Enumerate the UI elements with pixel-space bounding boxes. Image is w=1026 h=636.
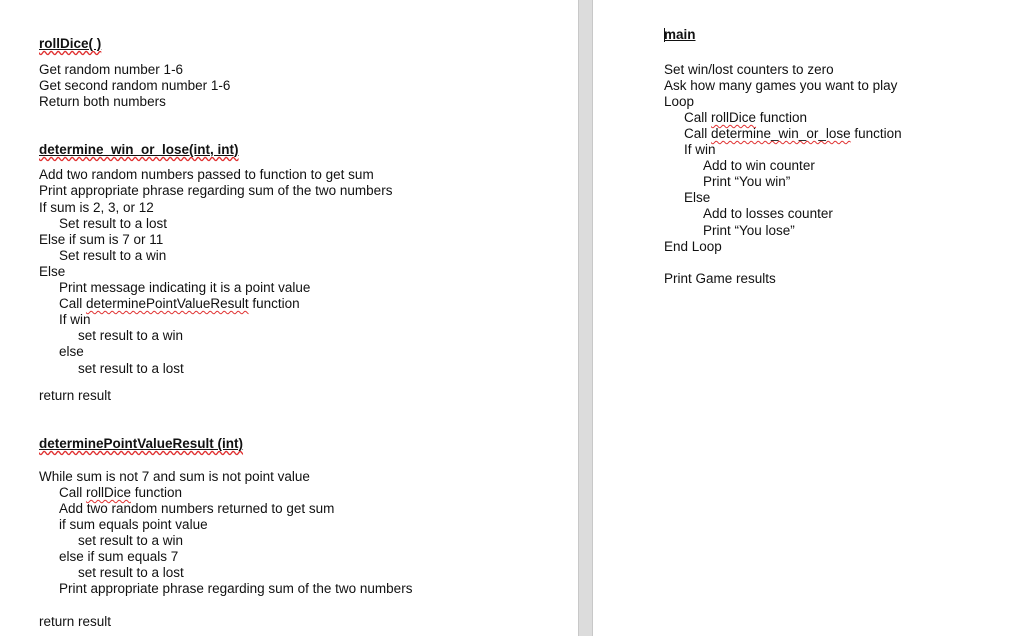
text-line: End Loop xyxy=(664,239,722,254)
text-fragment: function xyxy=(756,110,808,125)
text-fragment: Call xyxy=(59,296,87,311)
text-line: Add two random numbers passed to function to get sum xyxy=(39,167,374,182)
text-line: Return both numbers xyxy=(39,94,166,109)
text-line: set result to a lost xyxy=(78,361,184,376)
text-line xyxy=(59,485,182,501)
text-fragment: Call xyxy=(684,110,712,125)
text-line: If win xyxy=(684,142,716,157)
text-line: If sum is 2, 3, or 12 xyxy=(39,200,154,215)
text-line: Add two random numbers returned to get sum xyxy=(59,501,335,516)
text-line: Print “You lose” xyxy=(703,223,795,238)
text-line: set result to a win xyxy=(78,328,184,343)
text-line: set result to a win xyxy=(78,533,184,548)
text-fragment-misspelled: determinePointValueResult xyxy=(86,296,249,311)
text-line: Set result to a lost xyxy=(59,216,168,231)
text-line: While sum is not 7 and sum is not point value xyxy=(39,469,310,484)
text-line: If win xyxy=(59,312,91,327)
text-line: Print “You win” xyxy=(703,174,791,189)
text-line: Print appropriate phrase regarding sum of the two numbers xyxy=(59,581,413,596)
text-fragment: Call xyxy=(684,126,712,141)
text-line: else xyxy=(59,344,84,359)
heading-rolldice xyxy=(39,36,101,52)
document-page-right xyxy=(593,0,1026,636)
heading-determine-win-or-lose xyxy=(39,142,239,158)
heading-pointvalue-text: determinePointValueResult (int) xyxy=(39,436,244,451)
page-gutter xyxy=(578,0,593,636)
text-line: return result xyxy=(39,388,112,403)
text-line xyxy=(684,126,902,142)
text-line: Else if sum is 7 or 11 xyxy=(39,232,164,247)
text-line xyxy=(59,296,300,312)
text-fragment: function xyxy=(248,296,300,311)
heading-rolldice-text: rollDice( ) xyxy=(39,36,102,51)
text-line: if sum equals point value xyxy=(59,517,208,532)
text-fragment: function xyxy=(850,126,902,141)
text-line: Print appropriate phrase regarding sum of the two numbers xyxy=(39,183,393,198)
text-line: Add to win counter xyxy=(703,158,815,173)
text-fragment-misspelled: rollDice xyxy=(86,485,132,500)
text-line: else if sum equals 7 xyxy=(59,549,179,564)
text-fragment: Call xyxy=(59,485,87,500)
text-line: Print message indicating it is a point value xyxy=(59,280,311,295)
text-line: Ask how many games you want to play xyxy=(664,78,898,93)
text-fragment: function xyxy=(131,485,183,500)
text-line: Print Game results xyxy=(664,271,776,286)
text-line: Set result to a win xyxy=(59,248,167,263)
text-line xyxy=(684,110,807,126)
text-line: Else xyxy=(684,190,711,205)
text-line: Get second random number 1-6 xyxy=(39,78,231,93)
text-fragment-misspelled: rollDice xyxy=(711,110,757,125)
text-line: return result xyxy=(39,614,112,629)
text-line: set result to a lost xyxy=(78,565,184,580)
heading-determine-point-value-result xyxy=(39,436,243,452)
text-line: Loop xyxy=(664,94,695,109)
text-line: Else xyxy=(39,264,66,279)
heading-main: main xyxy=(664,27,696,42)
heading-determine-text: determine_win_or_lose(int, int) xyxy=(39,142,239,157)
text-line: Get random number 1-6 xyxy=(39,62,184,77)
text-line: Add to losses counter xyxy=(703,206,833,221)
text-line: Set win/lost counters to zero xyxy=(664,62,834,77)
text-fragment-misspelled: determine_win_or_lose xyxy=(711,126,851,141)
